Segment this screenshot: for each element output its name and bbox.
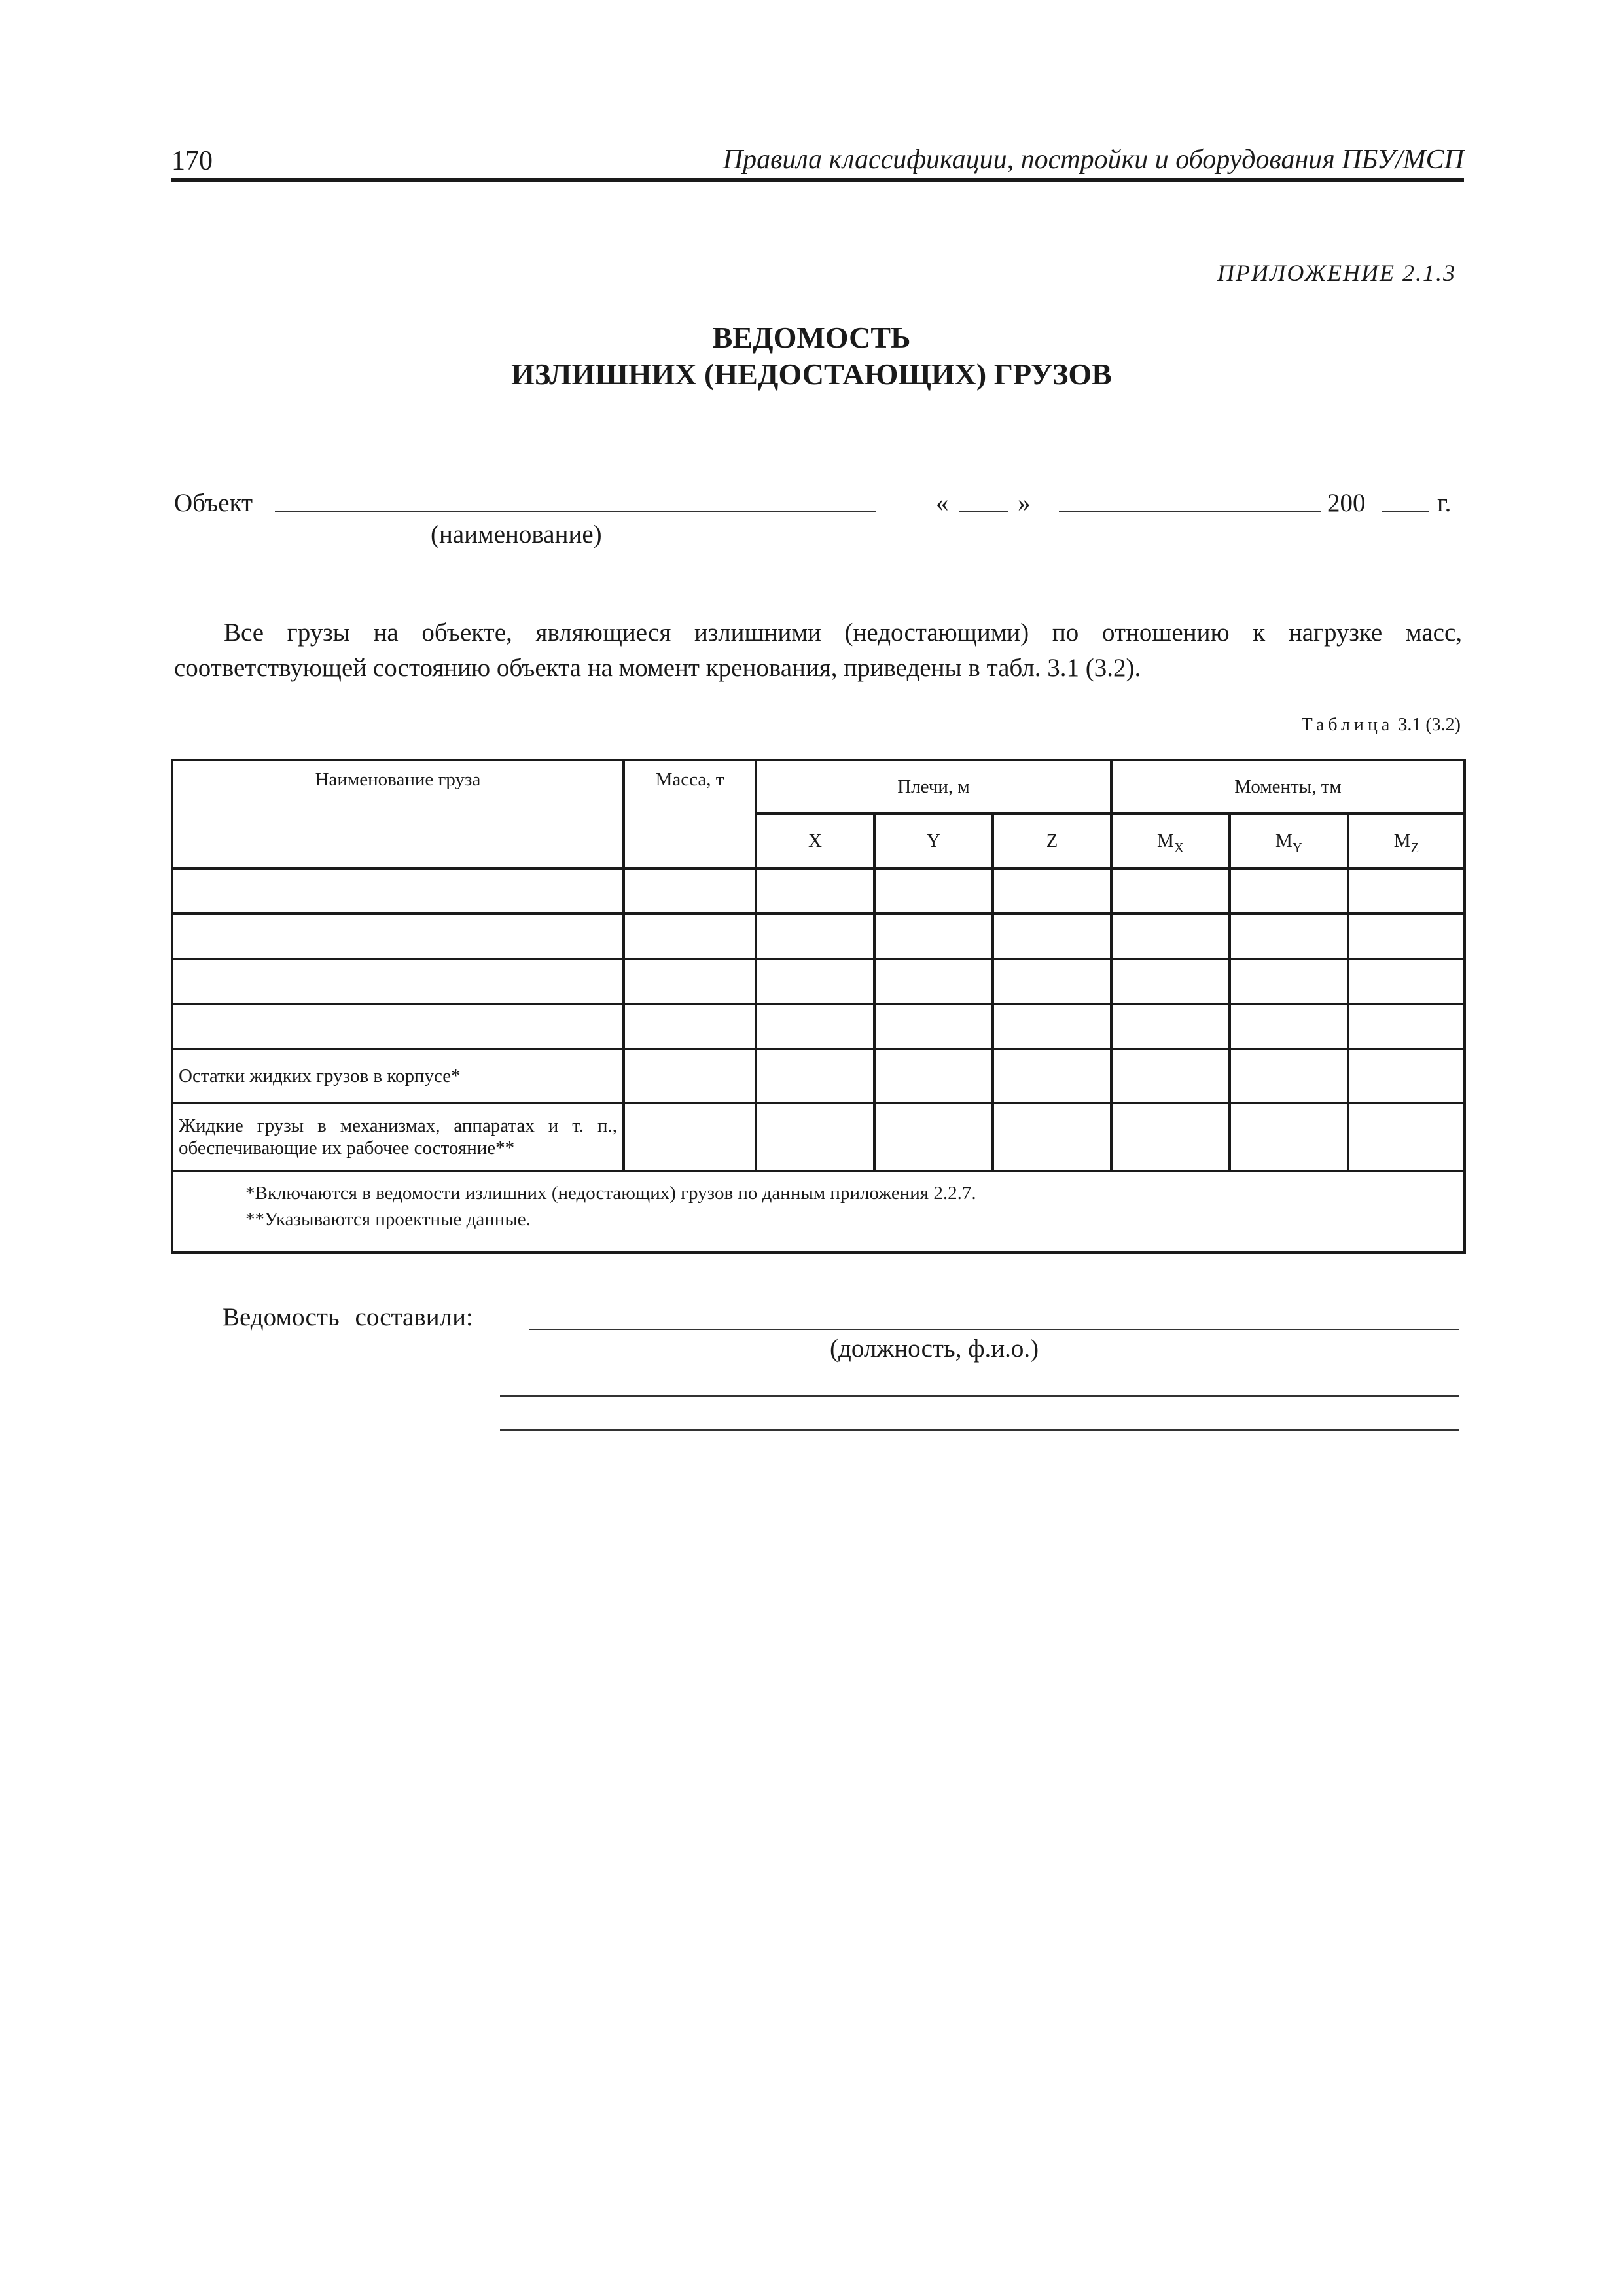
row-2-y[interactable] — [874, 914, 993, 959]
table-row — [172, 1049, 1465, 1103]
table-row — [172, 914, 1465, 959]
row-3-mx[interactable] — [1111, 959, 1230, 1004]
signature-field-3[interactable] — [500, 1429, 1459, 1431]
row-3-mz[interactable] — [1348, 959, 1465, 1004]
object-name-field[interactable] — [275, 511, 876, 512]
date-quote-open: « — [936, 489, 949, 517]
header-cargo-name: Наименование груза — [172, 760, 624, 869]
row-6-x[interactable] — [756, 1103, 874, 1171]
object-name-caption: (наименование) — [431, 520, 602, 548]
row-4-x[interactable] — [756, 1004, 874, 1049]
appendix-label: ПРИЛОЖЕНИЕ 2.1.3 — [1217, 260, 1456, 286]
row-1-my[interactable] — [1230, 869, 1348, 914]
header-y: Y — [874, 814, 993, 869]
row-6-mass[interactable] — [624, 1103, 756, 1171]
row-2-z[interactable] — [993, 914, 1111, 959]
header-mz-base: M — [1393, 830, 1411, 852]
row-6-mx[interactable] — [1111, 1103, 1230, 1171]
row-5-my[interactable] — [1230, 1049, 1348, 1103]
header-my — [1230, 814, 1348, 869]
row-5-x[interactable] — [756, 1049, 874, 1103]
table-row — [172, 1004, 1465, 1049]
header-mz-sub: Z — [1410, 839, 1419, 855]
row-5-mass[interactable] — [624, 1049, 756, 1103]
date-year-prefix: 200 — [1327, 489, 1366, 517]
row-3-x[interactable] — [756, 959, 874, 1004]
row-2-mass[interactable] — [624, 914, 756, 959]
header-mass: Масса, т — [624, 760, 756, 869]
date-day-field[interactable] — [959, 511, 1008, 512]
row-2-mz[interactable] — [1348, 914, 1465, 959]
table-caption-word: Таблица — [1301, 715, 1394, 735]
date-year-field[interactable] — [1382, 511, 1429, 512]
row-1-x[interactable] — [756, 869, 874, 914]
table-row — [172, 869, 1465, 914]
table-footnotes — [172, 1171, 1465, 1253]
header-arms: Плечи, м — [756, 760, 1111, 814]
footnote-1: *Включаются в ведомости излишних (недостающих) грузов по данным приложения 2.2.7. — [245, 1183, 976, 1204]
row-2-x[interactable] — [756, 914, 874, 959]
row-3-my[interactable] — [1230, 959, 1348, 1004]
header-my-base: M — [1275, 830, 1293, 852]
header-z: Z — [993, 814, 1111, 869]
row-5-y[interactable] — [874, 1049, 993, 1103]
row-1-y[interactable] — [874, 869, 993, 914]
header-my-sub: Y — [1292, 839, 1302, 855]
row-3-name[interactable] — [172, 959, 624, 1004]
row-4-mass[interactable] — [624, 1004, 756, 1049]
table-row — [172, 1103, 1465, 1171]
row-liquid-hull-name: Остатки жидких грузов в корпусе* — [172, 1049, 624, 1103]
header-mx — [1111, 814, 1230, 869]
date-year-suffix: г. — [1437, 489, 1452, 517]
page-number: 170 — [171, 146, 213, 176]
header-moments: Моменты, тм — [1111, 760, 1465, 814]
header-mz — [1348, 814, 1465, 869]
header-mx-base: M — [1157, 830, 1174, 852]
row-1-mz[interactable] — [1348, 869, 1465, 914]
date-quote-close: » — [1018, 489, 1031, 517]
row-3-mass[interactable] — [624, 959, 756, 1004]
header-x: X — [756, 814, 874, 869]
body-paragraph: Все грузы на объекте, являющиеся излишними (недостающими) по отношению к нагрузке масс, соответствующей состоянию объекта на момент кренования, приведены в табл. 3.1 (3.2). — [174, 619, 1462, 682]
row-liquid-mechanisms-name: Жидкие грузы в механизмах, аппаратах и т. п., обеспечивающие их рабочее состояние** — [172, 1103, 624, 1171]
row-4-mx[interactable] — [1111, 1004, 1230, 1049]
row-2-mx[interactable] — [1111, 914, 1230, 959]
row-6-y[interactable] — [874, 1103, 993, 1171]
header-mx-sub: X — [1173, 839, 1184, 855]
cargo-table — [171, 759, 1466, 1254]
row-4-y[interactable] — [874, 1004, 993, 1049]
row-3-y[interactable] — [874, 959, 993, 1004]
footnote-2: **Указываются проектные данные. — [245, 1209, 531, 1230]
row-4-name[interactable] — [172, 1004, 624, 1049]
object-label: Объект — [174, 489, 253, 517]
row-4-my[interactable] — [1230, 1004, 1348, 1049]
running-title: Правила классификации, постройки и оборудования ПБУ/МСП — [722, 145, 1464, 175]
row-6-z[interactable] — [993, 1103, 1111, 1171]
row-1-name[interactable] — [172, 869, 624, 914]
table-caption-number: 3.1 (3.2) — [1398, 715, 1461, 735]
title-line-2: ИЗЛИШНИХ (НЕДОСТАЮЩИХ) ГРУЗОВ — [511, 357, 1112, 391]
signature-field-1[interactable] — [529, 1329, 1459, 1330]
date-month-field[interactable] — [1059, 511, 1321, 512]
row-1-mass[interactable] — [624, 869, 756, 914]
title-line-1: ВЕДОМОСТЬ — [712, 321, 911, 354]
row-2-my[interactable] — [1230, 914, 1348, 959]
row-1-z[interactable] — [993, 869, 1111, 914]
row-1-mx[interactable] — [1111, 869, 1230, 914]
table-caption — [1302, 715, 1461, 736]
row-5-mx[interactable] — [1111, 1049, 1230, 1103]
document-title — [0, 319, 1623, 393]
header-rule — [171, 178, 1464, 182]
row-5-mz[interactable] — [1348, 1049, 1465, 1103]
signature-caption: (должность, ф.и.о.) — [830, 1335, 1039, 1363]
row-2-name[interactable] — [172, 914, 624, 959]
row-6-my[interactable] — [1230, 1103, 1348, 1171]
table-row — [172, 959, 1465, 1004]
row-4-z[interactable] — [993, 1004, 1111, 1049]
row-3-z[interactable] — [993, 959, 1111, 1004]
signature-label: Ведомость составили: — [223, 1303, 473, 1331]
signature-field-2[interactable] — [500, 1395, 1459, 1397]
row-6-mz[interactable] — [1348, 1103, 1465, 1171]
row-5-z[interactable] — [993, 1049, 1111, 1103]
row-4-mz[interactable] — [1348, 1004, 1465, 1049]
